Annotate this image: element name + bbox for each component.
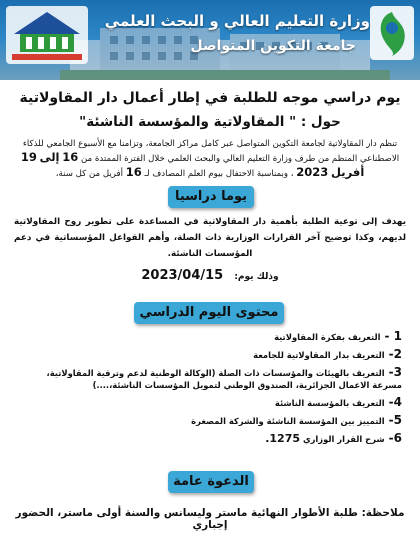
intro-science-day: 16 bbox=[125, 165, 142, 179]
ministry-name: وزارة التعليم العالي و البحث العلمي bbox=[104, 12, 370, 30]
header-banner bbox=[0, 0, 420, 80]
study-day-banner: يوما دراسيا bbox=[168, 186, 254, 208]
intro-day-start: 16 bbox=[62, 150, 79, 164]
decree-number: 1275. bbox=[265, 432, 301, 445]
intro-to: إلى bbox=[39, 150, 60, 164]
intro-month: أفريل bbox=[331, 165, 365, 179]
ministry-logo-icon bbox=[370, 6, 414, 60]
date-label: وذلك يوم: bbox=[234, 272, 279, 282]
invitation-banner: الدعوة عامة bbox=[168, 471, 254, 493]
intro-year: 2023 bbox=[296, 165, 329, 179]
date-row bbox=[10, 264, 410, 283]
event-title: يوم دراسي موجه للطلبة في إطار أعمال دار المقاولاتية bbox=[19, 90, 401, 106]
intro-paragraph bbox=[14, 138, 406, 181]
content-list bbox=[22, 330, 402, 450]
intro-part1: تنظم دار المقاولاتية لجامعة التكوين المتواصل عبر كامل مراكز الجامعة، وتزامنا مع الأسبوع الجامعي للذكاء الاصطناعي المنظم من طرف وزارة التعليم العالي والبحث العلمي خلال الفترة الممتدة من bbox=[22, 139, 400, 164]
goal-paragraph: يهدف إلى توعية الطلبة بأهمية دار المقاولاتية في المساعدة على تطوير روح المقاولاتية لديهم، وكذا توضيح آخر القرارات الوزارية ذات الصلة، وأهم القواعل المؤسساتية في دعم المؤسسات الناشئة. bbox=[14, 217, 406, 259]
list-item: 1 -التعريف بفكرة المقاولاتية bbox=[274, 329, 402, 343]
date-value: 2023/04/15 bbox=[141, 268, 224, 283]
list-item: 2-التعريف بدار المقاولاتية للجامعة bbox=[253, 347, 402, 361]
list-item: 4-التعريف بالمؤسسة الناشئة bbox=[274, 395, 402, 409]
list-item: 5-التمييز بين المؤسسة الناشئة والشركة المصغرة bbox=[191, 413, 402, 427]
intro-part3: أفريل من كل سنة، bbox=[55, 169, 123, 179]
intro-part2: ، وبمناسبة الاحتفال بيوم العلم المصادف لـ bbox=[144, 169, 294, 179]
intro-day-end: 19 bbox=[20, 150, 37, 164]
attendance-note: ملاحظة: طلبة الأطوار النهائية ماستر وليسانس والسنة أولى ماستر، الحضور إجباري bbox=[15, 507, 405, 531]
list-item: 6-شرح القرار الوزاري 1275. bbox=[265, 431, 402, 445]
event-subtitle: حول : " المقاولاتية والمؤسسة الناشئة" bbox=[79, 114, 341, 130]
content-banner: محتوى اليوم الدراسي bbox=[134, 302, 284, 324]
list-item: 3-التعريف بالهيئات والمؤسسات ذات الصلة (الوكالة الوطنية لدعم وترقية المقاولاتية، مسرعة الاعمال الجزائرية، الصندوق الوطني لتمويل المؤسسات الناشئة،....) bbox=[46, 365, 402, 390]
university-name: جامعة التكوين المتواصل bbox=[190, 38, 356, 54]
